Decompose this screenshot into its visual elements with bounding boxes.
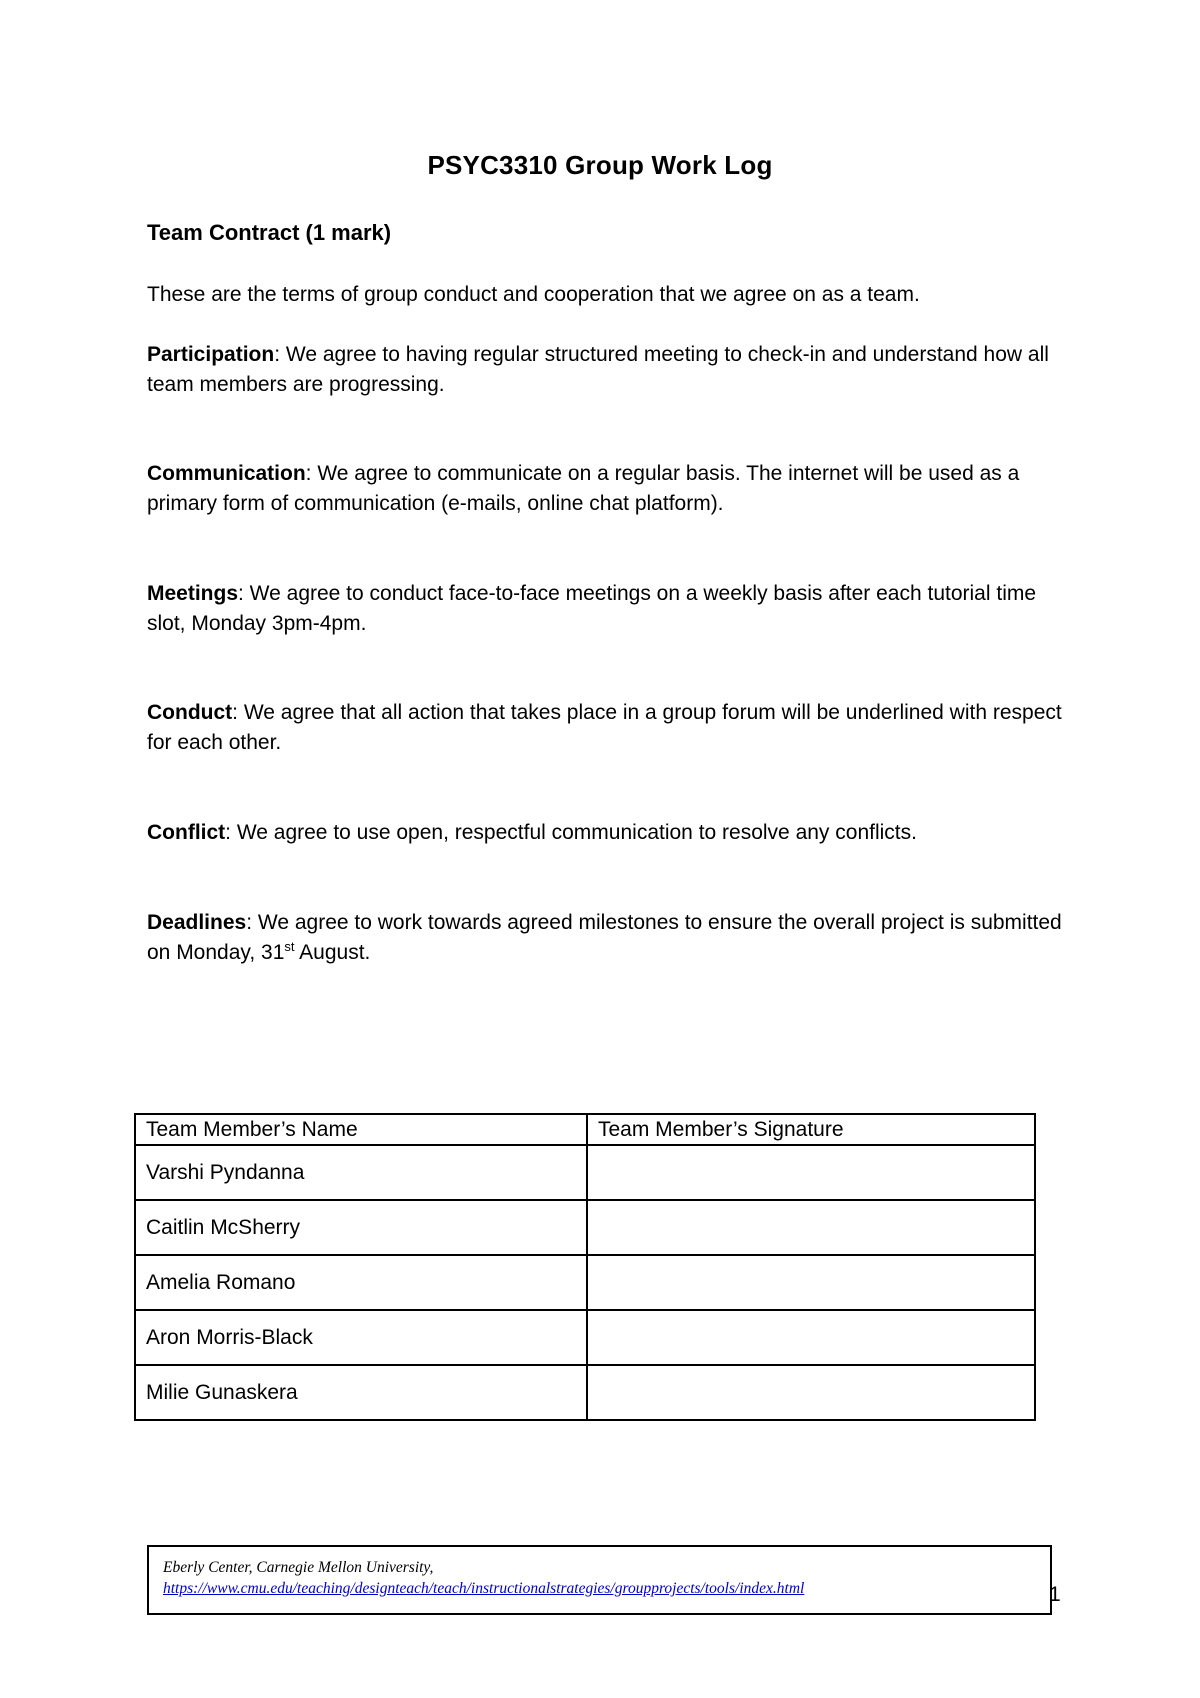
term-meetings bbox=[147, 579, 1067, 639]
member-name-cell: Varshi Pyndanna bbox=[135, 1145, 587, 1200]
term-text: : We agree to having regular structured meeting to check-in and understand how all team members are progressing. bbox=[147, 343, 1049, 396]
signature-cell bbox=[587, 1200, 1035, 1255]
term-deadlines bbox=[147, 908, 1067, 968]
table-row bbox=[135, 1255, 1035, 1310]
section-heading: Team Contract (1 mark) bbox=[147, 220, 392, 245]
term-label: Conflict bbox=[147, 821, 226, 844]
intro-text: These are the terms of group conduct and cooperation that we agree on as a team. bbox=[147, 283, 920, 306]
term-text: : We agree to work towards agreed milestones to ensure the overall project is submitted on Monday, 31 bbox=[147, 911, 1062, 964]
document-title: PSYC3310 Group Work Log bbox=[427, 150, 773, 180]
team-members-table bbox=[134, 1113, 1036, 1421]
term-label: Meetings bbox=[147, 582, 239, 605]
term-text-end: August. bbox=[294, 941, 371, 964]
footer-link[interactable]: https://www.cmu.edu/teaching/designteach/teach/instructionalstrategies/groupprojects/tools/index.html bbox=[163, 1580, 805, 1597]
column-header-signature: Team Member’s Signature bbox=[587, 1114, 1035, 1145]
term-text: : We agree to use open, respectful communication to resolve any conflicts. bbox=[225, 821, 917, 844]
table-row bbox=[135, 1310, 1035, 1365]
term-text: : We agree that all action that takes place in a group forum will be underlined with respect for each other. bbox=[147, 701, 1062, 754]
term-text: : We agree to conduct face-to-face meetings on a weekly basis after each tutorial time slot, Monday 3pm-4pm. bbox=[147, 582, 1037, 635]
table-header-row bbox=[135, 1114, 1035, 1145]
term-communication bbox=[147, 459, 1067, 519]
member-name-cell: Aron Morris-Black bbox=[135, 1310, 587, 1365]
column-header-name: Team Member’s Name bbox=[135, 1114, 587, 1145]
footer-citation bbox=[147, 1545, 1052, 1615]
signature-cell bbox=[587, 1145, 1035, 1200]
term-conflict bbox=[147, 818, 1067, 848]
table-row bbox=[135, 1200, 1035, 1255]
term-label: Conduct bbox=[147, 701, 233, 724]
table-row bbox=[135, 1365, 1035, 1420]
term-label: Deadlines bbox=[147, 911, 247, 934]
signature-cell bbox=[587, 1310, 1035, 1365]
term-text: : We agree to communicate on a regular basis. The internet will be used as a primary form of communication (e-mails, online chat platform). bbox=[147, 462, 1020, 515]
term-participation bbox=[147, 340, 1067, 400]
member-name-cell: Milie Gunaskera bbox=[135, 1365, 587, 1420]
term-label: Communication bbox=[147, 462, 306, 485]
term-conduct bbox=[147, 698, 1067, 758]
signature-cell bbox=[587, 1255, 1035, 1310]
member-name-cell: Caitlin McSherry bbox=[135, 1200, 587, 1255]
signature-cell bbox=[587, 1365, 1035, 1420]
footer-source: Eberly Center, Carnegie Mellon University, bbox=[163, 1559, 434, 1576]
date-superscript: st bbox=[284, 939, 295, 954]
term-label: Participation bbox=[147, 343, 275, 366]
page-number: 1 bbox=[1049, 1583, 1061, 1606]
table-row bbox=[135, 1145, 1035, 1200]
member-name-cell: Amelia Romano bbox=[135, 1255, 587, 1310]
